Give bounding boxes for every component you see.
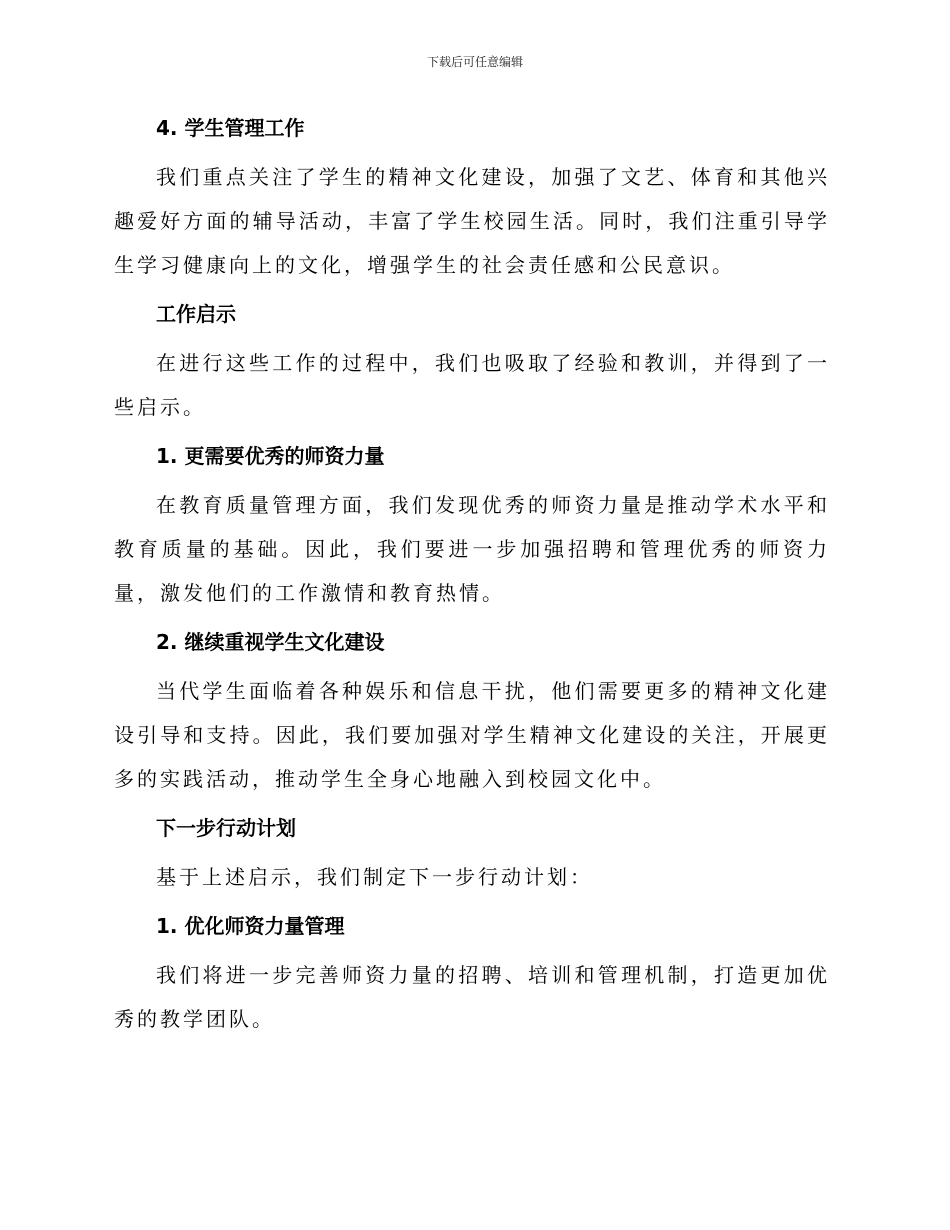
paragraph-student-management: 我们重点关注了学生的精神文化建设，加强了文艺、体育和其他兴趣爱好方面的辅导活动，丰富了学生校园生活。同时，我们注重引导学生学习健康向上的文化，增强学生的社会责任感和公民意识。 [114,165,830,277]
paragraph-work-insights: 在进行这些工作的过程中，我们也吸取了经验和教训，并得到了一些启示。 [114,351,830,419]
document-body [114,106,830,1041]
paragraph-teacher-strength: 在教育质量管理方面，我们发现优秀的师资力量是推动学术水平和教育质量的基础。因此，我们要进一步加强招聘和管理优秀的师资力量，激发他们的工作激情和教育热情。 [114,493,830,605]
subheading-culture-building: 2. 继续重视学生文化建设 [156,630,385,654]
section-heading-work-insights: 工作启示 [156,302,236,326]
section-heading-next-plan: 下一步行动计划 [156,816,296,840]
subheading-optimize-teachers: 1. 优化师资力量管理 [156,914,345,938]
section-heading-student-management: 4. 学生管理工作 [156,116,305,140]
paragraph-culture-building: 当代学生面临着各种娱乐和信息干扰，他们需要更多的精神文化建设引导和支持。因此，我们要加强对学生精神文化建设的关注，开展更多的实践活动，推动学生全身心地融入到校园文化中。 [114,679,830,791]
paragraph-optimize-teachers: 我们将进一步完善师资力量的招聘、培训和管理机制，打造更加优秀的教学团队。 [114,963,830,1031]
subheading-teacher-strength: 1. 更需要优秀的师资力量 [156,444,385,468]
paragraph-next-plan: 基于上述启示，我们制定下一步行动计划： [156,865,593,889]
page-header: 下载后可任意编辑 [426,55,523,69]
